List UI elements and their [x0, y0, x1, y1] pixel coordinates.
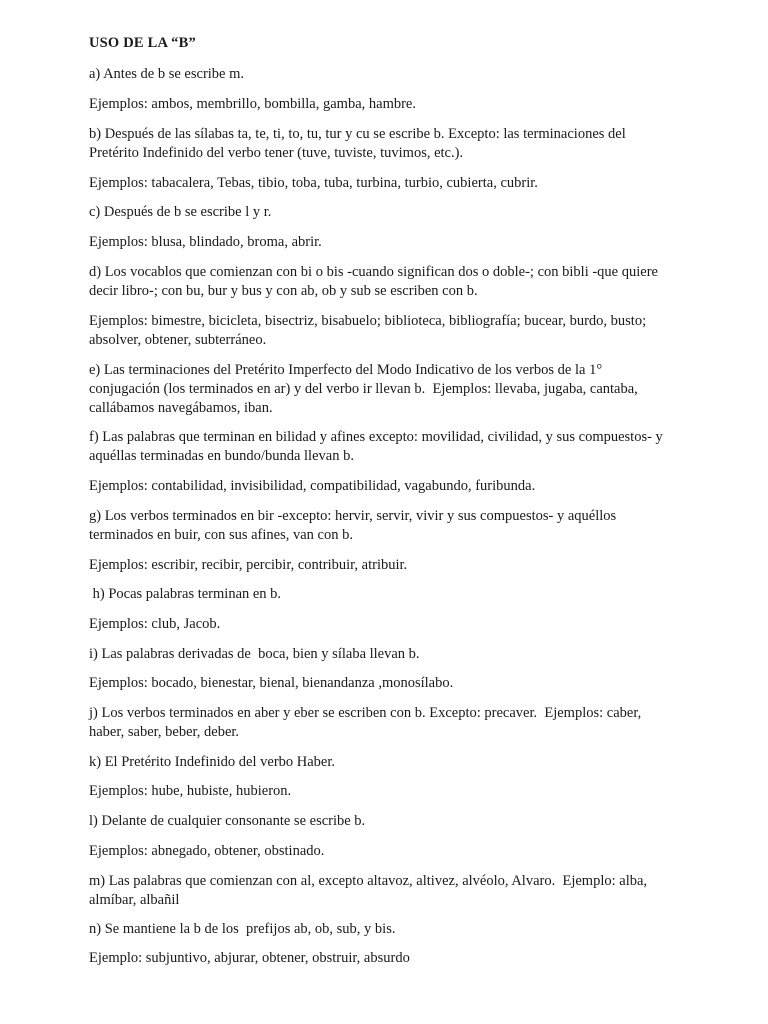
rule-d-examples-line-1: Ejemplos: bimestre, bicicleta, bisectriz, bisabuelo; biblioteca, bibliografía; bucear, burdo, busto;	[89, 313, 647, 329]
rule-k-examples: Ejemplos: hube, hubiste, hubieron.	[89, 783, 292, 799]
rule-h-text: h) Pocas palabras terminan en b.	[89, 586, 282, 602]
rule-a-text: a) Antes de b se escribe m.	[89, 66, 245, 82]
rule-l-examples: Ejemplos: abnegado, obtener, obstinado.	[89, 843, 325, 859]
rule-h-examples: Ejemplos: club, Jacob.	[89, 616, 221, 632]
rule-m-text-line-2: almíbar, albañil	[89, 892, 180, 908]
rule-d-examples-line-2: absolver, obtener, subterráneo.	[89, 332, 267, 348]
rule-g-text-line-2: terminados en buir, con sus afines, van con b.	[89, 527, 353, 543]
rule-d-text-line-1: d) Los vocablos que comienzan con bi o bis -cuando significan dos o doble-; con bibli -que quiere	[89, 264, 658, 280]
rule-j-text-line-1: j) Los verbos terminados en aber y eber se escriben con b. Excepto: precaver. Ejemplos: caber,	[89, 705, 642, 721]
rule-g-text-line-1: g) Los verbos terminados en bir -excepto: hervir, servir, vivir y sus compuestos- y aquéllos	[89, 508, 617, 524]
rule-a-examples: Ejemplos: ambos, membrillo, bombilla, gamba, hambre.	[89, 96, 416, 112]
rule-b-text-line-1: b) Después de las sílabas ta, te, ti, to, tu, tur y cu se escribe b. Excepto: las terminaciones del	[89, 126, 626, 142]
rule-g-examples: Ejemplos: escribir, recibir, percibir, contribuir, atribuir.	[89, 557, 408, 573]
rule-f-text-line-2: aquéllas terminadas en bundo/bunda llevan b.	[89, 448, 354, 464]
rule-i-examples: Ejemplos: bocado, bienestar, bienal, bienandanza ,monosílabo.	[89, 675, 454, 691]
rule-n-text: n) Se mantiene la b de los prefijos ab, ob, sub, y bis.	[89, 921, 396, 937]
rule-l-text: l) Delante de cualquier consonante se escribe b.	[89, 813, 366, 829]
rule-c-text: c) Después de b se escribe l y r.	[89, 204, 272, 220]
rule-e-text-line-3: callábamos navegábamos, iban.	[89, 400, 273, 416]
rule-d-text-line-2: decir libro-; con bu, bur y bus y con ab, ob y sub se escriben con b.	[89, 283, 478, 299]
rule-k-text: k) El Pretérito Indefinido del verbo Haber.	[89, 754, 336, 770]
rule-e-text-line-1: e) Las terminaciones del Pretérito Imperfecto del Modo Indicativo de los verbos de la 1°	[89, 362, 603, 378]
rule-f-examples: Ejemplos: contabilidad, invisibilidad, compatibilidad, vagabundo, furibunda.	[89, 478, 536, 494]
rule-f-text-line-1: f) Las palabras que terminan en bilidad y afines excepto: movilidad, civilidad, y sus compuestos- y	[89, 429, 663, 445]
rule-e-text-line-2: conjugación (los terminados en ar) y del verbo ir llevan b. Ejemplos: llevaba, jugaba, cantaba,	[89, 381, 638, 397]
rule-m-text-line-1: m) Las palabras que comienzan con al, excepto altavoz, altivez, alvéolo, Alvaro. Ejemplo: alba,	[89, 873, 648, 889]
rule-i-text: i) Las palabras derivadas de boca, bien y sílaba llevan b.	[89, 646, 420, 662]
rule-b-examples: Ejemplos: tabacalera, Tebas, tibio, toba, tuba, turbina, turbio, cubierta, cubrir.	[89, 175, 538, 191]
rule-n-examples: Ejemplo: subjuntivo, abjurar, obtener, obstruir, absurdo	[89, 950, 410, 966]
rule-j-text-line-2: haber, saber, beber, deber.	[89, 724, 240, 740]
page-title: USO DE LA “B”	[89, 35, 196, 51]
rule-b-text-line-2: Pretérito Indefinido del verbo tener (tuve, tuviste, tuvimos, etc.).	[89, 145, 464, 161]
rule-c-examples: Ejemplos: blusa, blindado, broma, abrir.	[89, 234, 322, 250]
